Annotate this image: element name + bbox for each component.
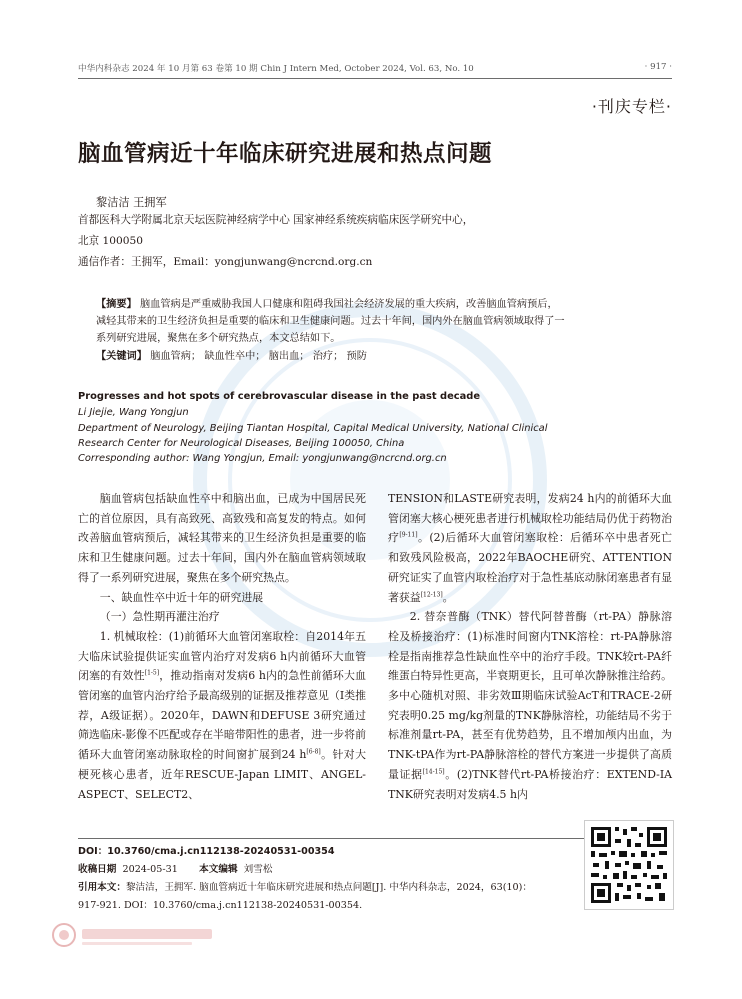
citation-ref: [9-11]	[399, 531, 418, 539]
citation-ref: [6-8]	[306, 748, 321, 756]
affiliation-line-2: 北京 100050	[78, 235, 143, 247]
keywords	[96, 347, 367, 362]
intro-paragraph: 脑血管病包括缺血性卒中和脑出血，已成为中国居民死亡的首位原因，具有高致死、高致残和高复发的特点。如何改善脑血管病预后，减轻其带来的卫生经济负担是重要的临床和卫生健康问题。过去十年间，国内外在脑血管病领域取得了一系列研究进展，聚焦在多个研究热点。	[78, 492, 366, 584]
column-label: ·刊庆专栏·	[591, 97, 672, 116]
abstract-text: 脑血管病是严重威胁我国人口健康和阻碍我国社会经济发展的重大疾病，改善脑血管病预后，减轻其带来的卫生经济负担是重要的临床和卫生健康问题。过去十年间，国内外在脑血管病领域取得了一系列研究进展，聚焦在多个研究热点，本文总结如下。	[96, 299, 565, 344]
text-run: 2. 替奈普酶（TNK）替代阿替普酶（rt-PA）静脉溶栓及桥接治疗：(1)标准时间窗内TNK溶栓：rt-PA静脉溶栓是指南推荐急性缺血性卒中的治疗手段。TNK较rt-PA纤维蛋白特异性更高，半衰期更长，且可单次静脉推注给药。多中心随机对照、非劣效Ⅲ期临床试验AcT和TRACE-2研究表明0.25 mg/kg剂量的TNK静脉溶栓，功能结局不劣于标准剂量rt-PA，甚至有优势趋势，且不增加颅内出血，为TNK-tPA作为rt-PA静脉溶栓的替代方案进一步提供了高质量证据	[388, 610, 672, 781]
text-run: 。	[442, 590, 454, 604]
english-affiliation-1: Department of Neurology, Beijing Tiantan Hospital, Capital Medical University, National Clinical	[78, 423, 548, 434]
received-date: 2024-05-31	[122, 864, 178, 875]
abstract-label: 【摘要】	[96, 298, 137, 310]
abstract	[96, 296, 566, 347]
article-title: 脑血管病近十年临床研究进展和热点问题	[78, 141, 493, 167]
subsection-heading: （一）急性期再灌注治疗	[99, 610, 220, 624]
authors: 黎洁洁 王拥军	[96, 196, 167, 209]
paragraph-continued	[388, 489, 672, 607]
keywords-label: 【关键词】	[96, 350, 147, 362]
body-column-right	[388, 489, 672, 804]
text-run: ，推动指南对发病6 h内的急性前循环大血管闭塞的血管内治疗给予最高级别的证据及推荐意见（Ⅰ类推荐，A级证据）。2020年，DAWN和DEFUSE 3研究通过筛选临床-影像不匹配或存在半暗带阳性的患者，进一步将前循环大血管闭塞动脉取栓的时间窗扩展到24 h	[78, 669, 366, 762]
footer	[78, 838, 672, 911]
citation-ref: [12-13]	[420, 590, 443, 598]
english-title: Progresses and hot spots of cerebrovascular disease in the past decade	[78, 391, 481, 402]
received-label: 收稿日期	[78, 864, 117, 875]
text-run: 。针对大梗死核心患者，近年RESCUE-Japan LIMIT、ANGEL-ASPECT、SELECT2、	[78, 748, 366, 801]
publisher-logo-icon	[50, 920, 230, 950]
editor-name: 刘雪松	[243, 864, 273, 875]
english-authors: Li Jiejie, Wang Yongjun	[78, 407, 189, 418]
doi: DOI：10.3760/cma.j.cn112138-20240531-00354	[78, 846, 335, 857]
corresponding-author: 通信作者：王拥军，Email：yongjunwang@ncrcnd.org.cn	[78, 256, 373, 268]
text-run: 。(2)TNK替代rt-PA桥接治疗：EXTEND-IA TNK研究表明对发病4.5 h内	[388, 767, 672, 801]
cite-line-2: 917-921. DOI：10.3760/cma.j.cn112138-20240531-00354.	[78, 900, 363, 911]
editor-label: 本文编辑	[199, 864, 238, 875]
citation-ref: [14-15]	[422, 768, 445, 776]
affiliation-line-1: 首都医科大学附属北京天坛医院神经病学中心 国家神经系统疾病临床医学研究中心，	[78, 214, 474, 226]
cite-label: 引用本文：	[78, 882, 126, 893]
section-heading: 一、缺血性卒中近十年的研究进展	[99, 590, 264, 604]
text-run: TENSION和LASTE研究表明，发病24 h内的前循环大血管闭塞大核心梗死患者进行机械取栓功能结局仍优于药物治疗	[388, 492, 672, 545]
journal-citation-header: 中华内科杂志 2024 年 10 月第 63 卷第 10 期 Chin J Intern Med, October 2024, Vol. 63, No. 10	[78, 64, 474, 74]
page-number: · 917 ·	[644, 62, 672, 72]
received-line	[78, 861, 272, 875]
qr-code-icon	[584, 820, 674, 910]
doi-line	[78, 843, 335, 857]
text-run: 。(2)后循环大血管闭塞取栓：后循环卒中患者死亡和致残风险极高，2022年BAOCHE研究、ATTENTION研究证实了血管内取栓治疗对于急性基底动脉闭塞患者有显著获益	[388, 531, 672, 604]
text-run: 1. 机械取栓：(1)前循环大血管闭塞取栓：自2014年五大临床试验提供证实血管内治疗对发病6 h内前循环大血管闭塞的有效性	[78, 629, 366, 683]
english-corresponding: Corresponding author: Wang Yongjun, Email: yongjunwang@ncrcnd.org.cn	[78, 453, 447, 464]
keywords-text: 脑血管病； 缺血性卒中； 脑出血； 治疗； 预防	[150, 351, 367, 362]
body-column-left	[78, 489, 366, 804]
citation-ref: [1-5]	[144, 669, 160, 677]
paragraph-thrombectomy	[78, 627, 366, 804]
paragraph-tnk	[388, 607, 672, 804]
cite-line-1	[78, 879, 532, 893]
english-affiliation-2: Research Center for Neurological Diseases, Beijing 100050, China	[78, 438, 405, 449]
running-header	[78, 60, 672, 79]
cite-text: 黎洁洁，王拥军. 脑血管病近十年临床研究进展和热点问题[J]. 中华内科杂志，2024，63(10)：	[125, 882, 533, 893]
